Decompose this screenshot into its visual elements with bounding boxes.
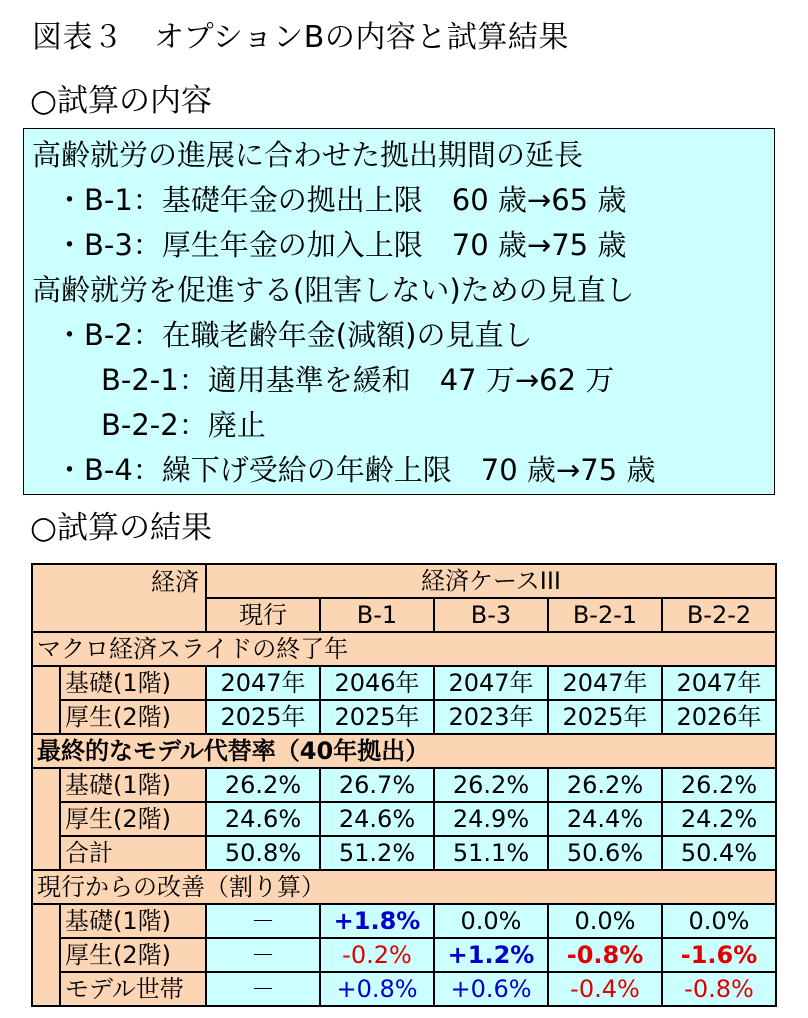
table-cell: 2025年 xyxy=(320,700,434,734)
table-cell: 2047年 xyxy=(548,666,662,700)
content-line: ・B-4：繰下げ受給の年齢上限 70 歳→75 歳 xyxy=(55,453,656,487)
table-cell: 50.4% xyxy=(662,836,776,870)
figure-title: 図表３ オプションBの内容と試算結果 xyxy=(32,20,569,55)
row-label: 基礎(1階) xyxy=(60,904,206,938)
column-header: B-1 xyxy=(320,598,434,632)
content-line: ・B-3：厚生年金の加入上限 70 歳→75 歳 xyxy=(55,228,627,262)
table-cell: 0.0% xyxy=(662,904,776,938)
table-cell: － xyxy=(206,938,320,972)
row-label: 厚生(2階) xyxy=(60,938,206,972)
table-cell: 24.9% xyxy=(434,802,548,836)
table-cell: 50.8% xyxy=(206,836,320,870)
table-corner-blank xyxy=(32,598,206,632)
column-header: B-2-1 xyxy=(548,598,662,632)
section-heading-results: ○試算の結果 xyxy=(30,510,213,546)
content-line: B-2-1：適用基準を緩和 47 万→62 万 xyxy=(101,363,615,397)
table-cell: 24.6% xyxy=(206,802,320,836)
table-cell: -0.2% xyxy=(320,938,434,972)
table-cell: 51.2% xyxy=(320,836,434,870)
group-header-end-year: マクロ経済スライドの終了年 xyxy=(32,632,776,666)
table-cell: -0.8% xyxy=(662,972,776,1006)
table-cell: 24.4% xyxy=(548,802,662,836)
table-cell: +1.8% xyxy=(320,904,434,938)
group-header-replacement-rate: 最終的なモデル代替率（40年拠出） xyxy=(32,734,776,768)
table-cell: +0.8% xyxy=(320,972,434,1006)
table-cell: － xyxy=(206,972,320,1006)
table-cell: 24.6% xyxy=(320,802,434,836)
table-cell: 2025年 xyxy=(206,700,320,734)
content-line: ・B-2：在職老齢年金(減額)の見直し xyxy=(55,318,533,352)
content-line: 高齢就労を促進する(阻害しない)ための見直し xyxy=(32,273,635,307)
row-label: 厚生(2階) xyxy=(60,802,206,836)
content-line: ・B-1：基礎年金の拠出上限 60 歳→65 歳 xyxy=(55,183,627,217)
table-cell: 2046年 xyxy=(320,666,434,700)
table-cell: 2047年 xyxy=(206,666,320,700)
row-label: 基礎(1階) xyxy=(60,666,206,700)
content-line: B-2-2：廃止 xyxy=(101,408,266,442)
table-case-header: 経済ケースIII xyxy=(206,564,776,598)
row-label: モデル世帯 xyxy=(60,972,206,1006)
table-cell: 0.0% xyxy=(548,904,662,938)
column-header: B-3 xyxy=(434,598,548,632)
column-header: 現行 xyxy=(206,598,320,632)
table-cell: 2026年 xyxy=(662,700,776,734)
table-cell: -0.4% xyxy=(548,972,662,1006)
column-header: B-2-2 xyxy=(662,598,776,632)
table-cell: +1.2% xyxy=(434,938,548,972)
table-cell: 26.2% xyxy=(434,768,548,802)
group-header-improvement: 現行からの改善（割り算） xyxy=(32,870,776,904)
group-indent xyxy=(32,768,60,870)
row-label: 厚生(2階) xyxy=(60,700,206,734)
table-cell: 2023年 xyxy=(434,700,548,734)
table-cell: 50.6% xyxy=(548,836,662,870)
table-corner-label: 経済 xyxy=(32,564,206,598)
table-cell: 2047年 xyxy=(662,666,776,700)
table-cell: -1.6% xyxy=(662,938,776,972)
content-line: 高齢就労の進展に合わせた拠出期間の延長 xyxy=(32,138,584,172)
row-label: 基礎(1階) xyxy=(60,768,206,802)
section-heading-content: ○試算の内容 xyxy=(30,83,213,119)
row-label: 合計 xyxy=(60,836,206,870)
group-indent xyxy=(32,666,60,734)
table-cell: +0.6% xyxy=(434,972,548,1006)
table-cell: 24.2% xyxy=(662,802,776,836)
table-cell: 26.7% xyxy=(320,768,434,802)
table-cell: 26.2% xyxy=(548,768,662,802)
table-cell: 26.2% xyxy=(206,768,320,802)
table-cell: 0.0% xyxy=(434,904,548,938)
table-cell: － xyxy=(206,904,320,938)
table-cell: 2025年 xyxy=(548,700,662,734)
group-indent xyxy=(32,904,60,1006)
table-cell: 51.1% xyxy=(434,836,548,870)
results-table xyxy=(31,563,777,1007)
table-cell: 26.2% xyxy=(662,768,776,802)
content-box xyxy=(23,128,775,495)
table-cell: 2047年 xyxy=(434,666,548,700)
table-cell: -0.8% xyxy=(548,938,662,972)
